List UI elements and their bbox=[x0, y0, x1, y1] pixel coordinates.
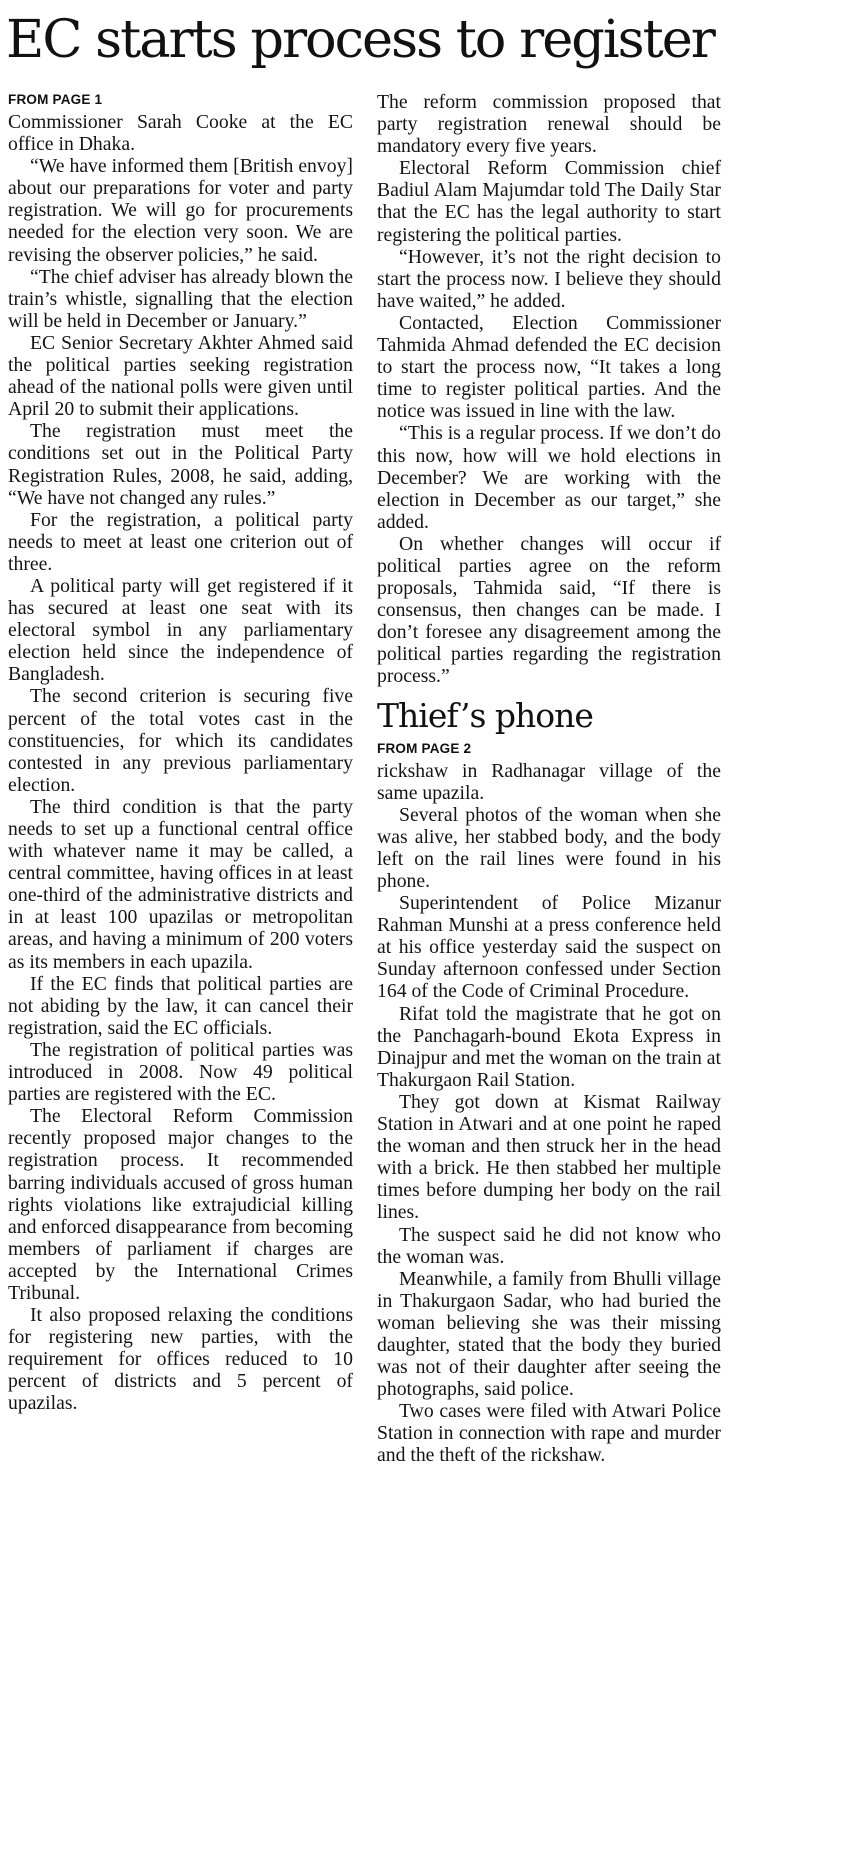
paragraph: EC Senior Secretary Akhter Ahmed said the political parties seeking registration ahead of the national polls were given until April 20 to submit their applications. bbox=[8, 331, 353, 421]
paragraph: For the registration, a political party needs to meet at least one criterion out of three. bbox=[8, 508, 353, 575]
paragraph: The suspect said he did not know who the woman was. bbox=[377, 1223, 721, 1268]
paragraph: “The chief adviser has already blown the train’s whistle, signalling that the election will be held in December or January.” bbox=[8, 265, 353, 332]
right-column bbox=[377, 91, 721, 1467]
paragraph: On whether changes will occur if political parties agree on the reform proposals, Tahmida said, “If there is consensus, then changes can be made. I don’t foresee any disagreement among the political parties regarding the registration process.” bbox=[377, 532, 721, 688]
paragraph: It also proposed relaxing the conditions for registering new parties, with the requirement for offices reduced to 10 percent of districts and 5 percent of upazilas. bbox=[8, 1304, 353, 1415]
paragraph: “However, it’s not the right decision to start the process now. I believe they should have waited,” he added. bbox=[377, 245, 721, 312]
paragraph: The second criterion is securing five percent of the total votes cast in the constituencies, for which its candidates contested in any previous parliamentary election. bbox=[8, 685, 353, 796]
second-story-headline: Thief’s phone bbox=[377, 695, 593, 735]
paragraph: The registration of political parties was introduced in 2008. Now 49 political parties are registered with the EC. bbox=[8, 1038, 353, 1106]
paragraph: The registration must meet the conditions set out in the Political Party Registration Rules, 2008, he said, adding, “We have not changed any rules.” bbox=[8, 420, 353, 509]
paragraph: If the EC finds that political parties are not abiding by the law, it can cancel their registration, said the EC officials. bbox=[8, 972, 353, 1039]
paragraph: Superintendent of Police Mizanur Rahman Munshi at a press conference held at his office yesterday said the suspect on Sunday afternoon confessed under Section 164 of the Code of Criminal Procedure. bbox=[377, 892, 721, 1003]
paragraph: They got down at Kismat Railway Station in Atwari and at one point he raped the woman and then struck her in the head with a brick. He then stabbed her multiple times before dumping her body on the rail lines. bbox=[377, 1090, 721, 1224]
paragraph: Commissioner Sarah Cooke at the EC office in Dhaka. bbox=[8, 111, 353, 156]
paragraph: A political party will get registered if it has secured at least one seat with its electoral symbol in any parliamentary election held since the independence of Bangladesh. bbox=[8, 574, 353, 686]
paragraph: The Electoral Reform Commission recently proposed major changes to the registration process. It recommended barring individuals accused of gross human rights violations like extrajudicial killing and enforced disappearance from becoming members of parliament if charges are accepted by the International Crimes Tribunal. bbox=[8, 1105, 353, 1304]
paragraph: The third condition is that the party needs to set up a functional central office with whatever name it may be called, a central committee, having offices in at least one-third of the administrative districts and in at least 100 upazilas or metropolitan areas, and having a minimum of 200 voters as its members in each upazila. bbox=[8, 795, 353, 973]
jump-label: FROM PAGE 1 bbox=[8, 92, 103, 107]
paragraph: Electoral Reform Commission chief Badiul Alam Majumdar told The Daily Star that the EC has the legal authority to start registering the political parties. bbox=[377, 157, 721, 246]
paragraph: Several photos of the woman when she was alive, her stabbed body, and the body left on the rail lines were found in his phone. bbox=[377, 803, 721, 892]
jump-label: FROM PAGE 2 bbox=[377, 740, 472, 756]
left-column bbox=[8, 91, 353, 1415]
main-headline: EC starts process to register bbox=[6, 9, 714, 70]
paragraph: Two cases were filed with Atwari Police Station in connection with rape and murder and the theft of the rickshaw. bbox=[377, 1400, 721, 1467]
paragraph: rickshaw in Radhanagar village of the same upazila. bbox=[377, 759, 721, 804]
paragraph: Rifat told the magistrate that he got on the Panchagarh-bound Ekota Express in Dinajpur and met the woman on the train at Thakurgaon Rail Station. bbox=[377, 1002, 721, 1091]
paragraph: The reform commission proposed that party registration renewal should be mandatory every five years. bbox=[377, 91, 721, 158]
paragraph: Contacted, Election Commissioner Tahmida Ahmad defended the EC decision to start the process now, “It takes a long time to register political parties. And the notice was issued in line with the law. bbox=[377, 311, 721, 423]
paragraph: “We have informed them [British envoy] about our preparations for voter and party registration. We will go for procurements needed for the election very soon. We are revising the observer policies,” he said. bbox=[8, 155, 353, 266]
paragraph: “This is a regular process. If we don’t do this now, how will we hold elections in December? We are working with the election in December as our target,” she added. bbox=[377, 422, 721, 533]
paragraph: Meanwhile, a family from Bhulli village in Thakurgaon Sadar, who had buried the woman believing she was their missing daughter, stated that the body they buried was not of their daughter after seeing the photographs, said police. bbox=[377, 1267, 721, 1401]
